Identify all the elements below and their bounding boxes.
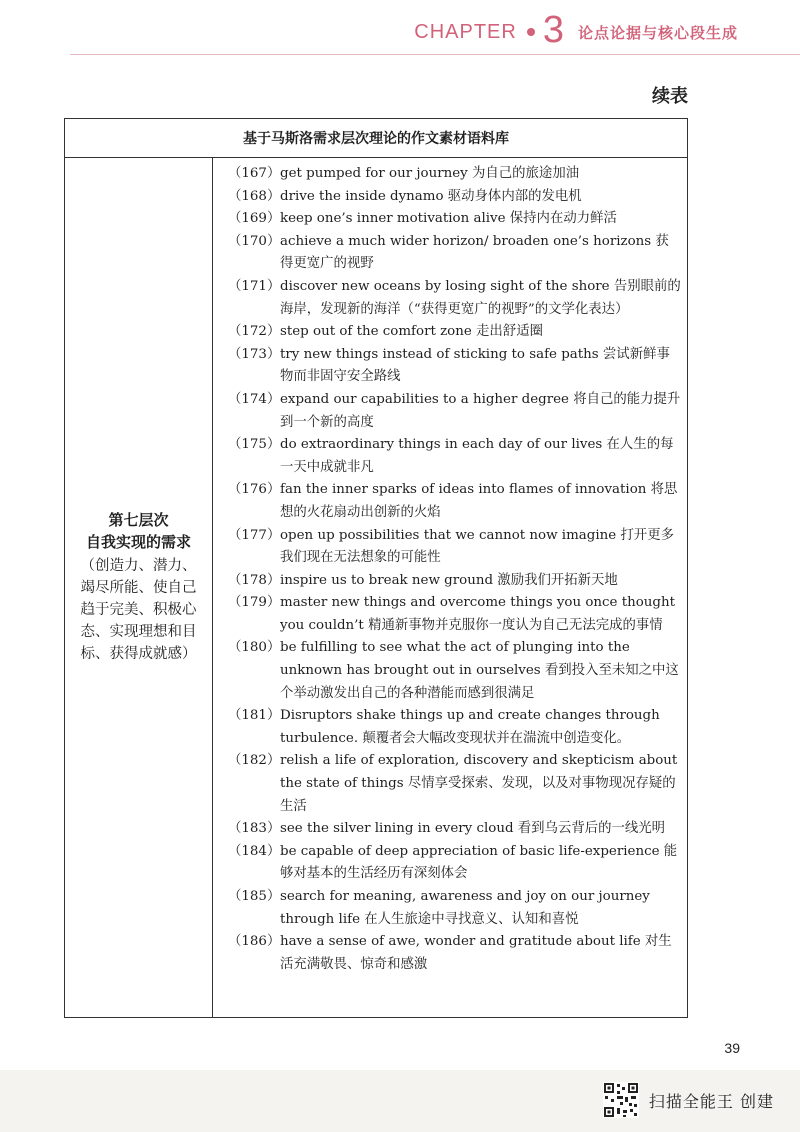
entry-text: get pumped for our journey 为自己的旅途加油 bbox=[280, 166, 580, 181]
entries-cell bbox=[214, 163, 681, 1017]
table-title: 基于马斯洛需求层次理论的作文素材语料库 bbox=[65, 119, 687, 158]
entry-number: （173） bbox=[228, 346, 281, 362]
entry-number: （169） bbox=[228, 211, 281, 227]
entry-text: drive the inside dynamo 驱动身体内部的发电机 bbox=[280, 188, 582, 204]
list-item bbox=[214, 886, 681, 931]
entry-text: see the silver lining in every cloud 看到乌云背后的一线光明 bbox=[280, 821, 666, 837]
list-item bbox=[214, 592, 681, 637]
continued-label: 续表 bbox=[652, 86, 688, 107]
entry-number: （182） bbox=[228, 753, 281, 769]
entry-text: relish a life of exploration, discovery and skepticism about the state of things 尽情享受探索、发现，以及对事物现况存疑的生活 bbox=[280, 753, 678, 814]
entry-number: （174） bbox=[228, 391, 281, 407]
level-name: 自我实现的需求 bbox=[85, 533, 191, 551]
chapter-title: 论点论据与核心段生成 bbox=[577, 23, 738, 42]
entry-number: （178） bbox=[228, 572, 281, 588]
list-item bbox=[214, 276, 681, 321]
material-table bbox=[64, 118, 688, 1018]
entry-number: （179） bbox=[228, 595, 281, 611]
level-cell bbox=[65, 157, 213, 1017]
entry-number: （176） bbox=[228, 482, 281, 498]
chapter-header bbox=[414, 10, 738, 54]
list-item bbox=[214, 570, 681, 593]
list-item bbox=[214, 818, 681, 841]
list-item bbox=[214, 389, 681, 434]
scanner-footer-text: 扫描全能王 创建 bbox=[648, 1091, 774, 1111]
entry-number: （181） bbox=[228, 708, 281, 724]
scanner-footer bbox=[603, 1080, 774, 1120]
entry-text: be capable of deep appreciation of basic life-experience 能够对基本的生活经历有深刻体会 bbox=[280, 843, 678, 882]
list-item bbox=[214, 344, 681, 389]
list-item bbox=[214, 163, 681, 186]
list-item bbox=[214, 931, 681, 976]
list-item bbox=[214, 637, 681, 705]
entry-text: step out of the comfort zone 走出舒适圈 bbox=[280, 324, 543, 340]
entry-number: （170） bbox=[228, 233, 281, 249]
chapter-word: CHAPTER bbox=[414, 20, 517, 43]
entry-text: keep one’s inner motivation alive 保持内在动力鲜活 bbox=[280, 211, 617, 227]
entry-number: （186） bbox=[228, 934, 281, 950]
chapter-dot bbox=[527, 28, 535, 36]
list-item bbox=[214, 479, 681, 524]
list-item bbox=[214, 208, 681, 231]
level-title: 第七层次 bbox=[108, 511, 169, 529]
entry-text: do extraordinary things in each day of our lives 在人生的每一天中成就非凡 bbox=[280, 437, 674, 475]
level-description: （创造力、潜力、竭尽所能、使自己趋于完美、积极心态、实现理想和目标、获得成就感） bbox=[80, 558, 197, 662]
list-item bbox=[214, 525, 681, 570]
header-rule bbox=[70, 54, 800, 55]
entry-text: open up possibilities that we cannot now imagine 打开更多我们现在无法想象的可能性 bbox=[280, 527, 674, 566]
entry-number: （177） bbox=[228, 527, 281, 543]
entry-text: have a sense of awe, wonder and gratitude about life 对生活充满敬畏、惊奇和感激 bbox=[280, 934, 672, 972]
entry-text: fan the inner sparks of ideas into flames of innovation 将思想的火花扇动出创新的火焰 bbox=[280, 482, 678, 520]
entry-text: inspire us to break new ground 激励我们开拓新天地 bbox=[280, 572, 618, 588]
entry-number: （180） bbox=[228, 640, 281, 656]
list-item bbox=[214, 841, 681, 886]
entry-text: try new things instead of sticking to safe paths 尝试新鲜事物而非固守安全路线 bbox=[280, 346, 670, 385]
qr-code-icon bbox=[603, 1082, 639, 1118]
entry-number: （185） bbox=[228, 889, 281, 904]
entry-text: be fulfilling to see what the act of plunging into the unknown has brought out in ourselves 看到投入至未知之中这个举动激发出自己的各种潜能而感到很满足 bbox=[280, 640, 679, 701]
list-item bbox=[214, 186, 681, 209]
entry-text: master new things and overcome things you once thought you couldn’t 精通新事物并克服你一度认为自己无法完成的事情 bbox=[280, 595, 675, 633]
list-item bbox=[214, 321, 681, 344]
page-number: 39 bbox=[724, 1040, 740, 1056]
chapter-number: 3 bbox=[542, 9, 564, 51]
list-item bbox=[214, 231, 681, 276]
entry-number: （183） bbox=[228, 821, 281, 837]
entry-text: expand our capabilities to a higher degree 将自己的能力提升到一个新的高度 bbox=[280, 391, 681, 430]
entry-number: （172） bbox=[228, 324, 281, 340]
list-item bbox=[214, 705, 681, 750]
entry-number: （167） bbox=[228, 166, 281, 181]
entry-text: search for meaning, awareness and joy on our journey through life 在人生旅途中寻找意义、认知和喜悦 bbox=[280, 889, 650, 927]
entry-number: （168） bbox=[228, 188, 281, 204]
list-item bbox=[214, 750, 681, 818]
entry-number: （175） bbox=[228, 437, 281, 453]
entry-text: achieve a much wider horizon/ broaden one’s horizons 获得更宽广的视野 bbox=[280, 233, 669, 272]
entry-text: discover new oceans by losing sight of the shore 告别眼前的海岸，发现新的海洋（“获得更宽广的视野”的文学化表达） bbox=[280, 278, 681, 317]
entry-number: （184） bbox=[228, 843, 281, 859]
list-item bbox=[214, 434, 681, 479]
entry-number: （171） bbox=[228, 278, 281, 294]
entry-text: Disruptors shake things up and create changes through turbulence. 颠覆者会大幅改变现状并在湍流中创造变化。 bbox=[280, 708, 660, 746]
